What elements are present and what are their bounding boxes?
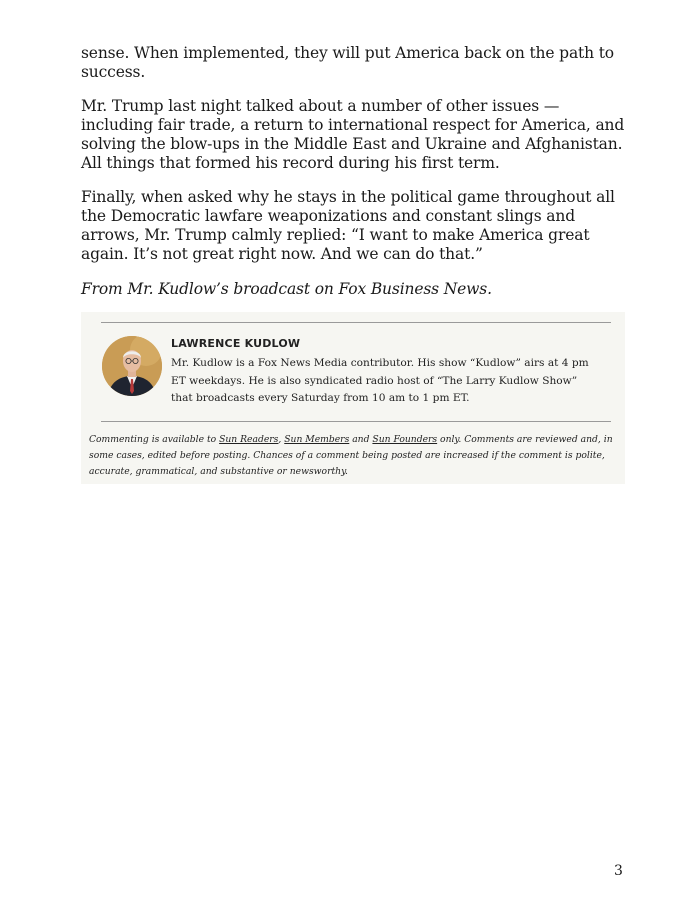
commenting-policy-prefix: Commenting is available to [89, 434, 220, 445]
commenting-policy-suffix: only. Comments are reviewed and, in some cases, edited before posting. Chances of a comment being posted are increased if the comment is polite, accurate, grammatical, and substantive or newsworthy. [89, 434, 613, 477]
author-bio-box [81, 312, 625, 484]
article-paragraph-1: sense. When implemented, they will put America back on the path to success. [81, 44, 614, 81]
article-paragraph-3: Finally, when asked why he stays in the political game throughout all the Democratic lawfare weaponizations and constant slings and arrows, Mr. Trump calmly replied: “I want to make America great again. It’s not great right now. And we can do that.” [81, 188, 615, 263]
divider-top [101, 322, 611, 323]
divider-bottom [101, 421, 611, 422]
commenting-separator-1: , [278, 434, 285, 445]
author-photo-icon [102, 336, 162, 396]
article-paragraph-2: Mr. Trump last night talked about a number of other issues — including fair trade, a return to international respect for America, and solving the blow-ups in the Middle East and Ukraine and Afghanistan. All things that formed his record during his first term. [81, 97, 625, 172]
commenting-policy [89, 432, 619, 480]
author-avatar [102, 336, 162, 396]
author-name: LAWRENCE KUDLOW [171, 337, 301, 350]
sun-members-link[interactable]: Sun Members [284, 434, 350, 445]
page-number: 3 [614, 863, 623, 879]
author-bio-text: Mr. Kudlow is a Fox News Media contributor. His show “Kudlow” airs at 4 pm ET weekdays. He is also syndicated radio host of “The Larry Kudlow Show” that broadcasts every Saturday from 10 am to 1 pm ET. [171, 357, 589, 404]
commenting-separator-2: and [349, 434, 373, 445]
sun-founders-link[interactable]: Sun Founders [372, 434, 438, 445]
broadcast-credit: From Mr. Kudlow’s broadcast on Fox Business News. [81, 280, 492, 298]
sun-readers-link[interactable]: Sun Readers [219, 434, 279, 445]
